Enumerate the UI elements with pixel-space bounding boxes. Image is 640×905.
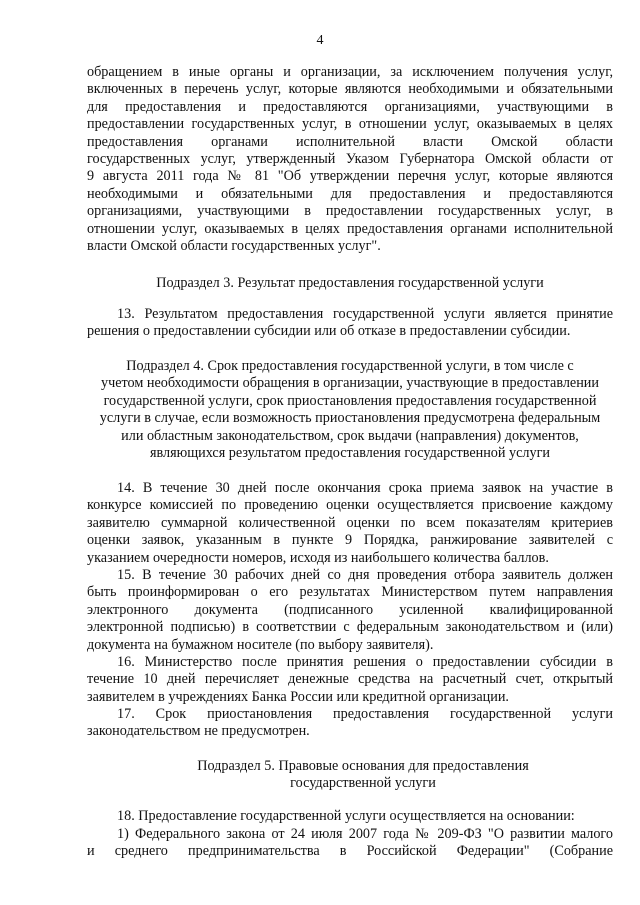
text-line: законодательством не предусмотрен.: [87, 723, 310, 740]
text-line: и среднего предпринимательства в Российской Федерации" (Собрание: [87, 843, 613, 860]
heading-line: Подраздел 4. Срок предоставления государственной услуги, в том числе с: [126, 358, 574, 374]
text-line: оценки заявок, указанным в пункте 9 Порядка, ранжирование заявителей с: [87, 532, 613, 549]
text-line: власти Омской области государственных услуг".: [87, 238, 381, 255]
heading-line: являющихся результатом предоставления государственной услуги: [149, 445, 551, 462]
text-line: для предоставления и предоставляются организациями, участвующими в: [87, 98, 613, 115]
paragraph-15: [87, 567, 613, 654]
text-line: заявителем в учреждениях Банка России или кредитной организации.: [87, 688, 509, 705]
paragraph-continuation: [87, 64, 613, 255]
text-line: предоставлении государственных услуг, в отношении услуг, оказываемых в целях: [87, 116, 613, 133]
heading-text: Подраздел 3. Результат предоставления государственной услуги: [156, 275, 544, 291]
heading-line: Подраздел 5. Правовые основания для предоставления: [197, 758, 529, 774]
paragraph-14: [87, 480, 613, 567]
text-line: течение 10 дней перечисляет денежные средства на расчетный счет, открытый: [87, 671, 613, 688]
text-line: заявителю суммарной количественной оценки по всем показателям критериев: [87, 514, 613, 531]
paragraph-18: [87, 808, 613, 825]
paragraph-18-1: [87, 826, 613, 861]
text-line: обращением в иные органы и организации, за исключением получения услуг,: [87, 64, 613, 80]
text-line: решения о предоставлении субсидии или об отказе в предоставлении субсидии.: [87, 323, 571, 340]
text-line: конкурсе комиссией по проведению оценки осуществляется присвоение каждому: [87, 497, 613, 514]
subsection-5-heading: [100, 758, 626, 793]
text-line: 14. В течение 30 дней после окончания срока приема заявок на участие в: [117, 480, 613, 496]
text-line: предоставления органами исполнительной власти Омской области: [87, 133, 613, 150]
heading-line: или областным законодательством, срок выдачи (направления) документов,: [121, 427, 579, 444]
text-line: 15. В течение 30 рабочих дней со дня проведения отбора заявитель должен: [117, 567, 613, 583]
text-line: отношении услуг, оказываемых в целях предоставления органами исполнительной: [87, 220, 613, 237]
text-line: государственных услуг, утвержденный Указом Губернатора Омской области от: [87, 151, 613, 168]
text-line: 1) Федерального закона от 24 июля 2007 года № 209-ФЗ "О развитии малого: [117, 826, 613, 842]
text-line: включенных в перечень услуг, которые являются необходимыми и обязательными: [87, 81, 613, 98]
text-line: 16. Министерство после принятия решения о предоставлении субсидии в: [117, 654, 613, 670]
subsection-3-heading: [87, 275, 613, 292]
paragraph-13: [87, 306, 613, 341]
text-line: необходимыми и обязательными для предоставления и предоставляются: [87, 185, 613, 202]
page-number: 4: [316, 33, 324, 48]
text-line: 17. Срок приостановления предоставления государственной услуги: [117, 706, 613, 722]
text-line: 18. Предоставление государственной услуги осуществляется на основании:: [117, 808, 575, 824]
text-line: 9 августа 2011 года № 81 "Об утверждении перечня услуг, которые являются: [87, 168, 613, 185]
heading-line: государственной услуги: [290, 775, 436, 792]
text-line: быть проинформирован о его результатах Министерством путем направления: [87, 584, 613, 601]
text-line: 13. Результатом предоставления государственной услуги является принятие: [117, 306, 613, 322]
text-line: документа на бумажном носителе (по выбору заявителя).: [87, 636, 434, 653]
paragraph-17: [87, 706, 613, 741]
heading-line: учетом необходимости обращения в организации, участвующие в предоставлении: [101, 375, 599, 392]
subsection-4-heading: [80, 358, 620, 462]
text-line: указанием очередности номеров, исходя из наибольшего количества баллов.: [87, 549, 549, 566]
text-line: организациями, участвующими в предоставлении государственных услуг, в: [87, 203, 613, 220]
text-line: электронной подписью) в соответствии с федеральным законодательством и (или): [87, 619, 613, 636]
text-line: электронного документа (подписанного усиленной квалифицированной: [87, 601, 613, 618]
heading-line: услуги в случае, если возможность приостановления предусмотрена федеральным: [99, 410, 601, 427]
heading-line: государственной услуги, срок приостановления предоставления государственной: [103, 392, 597, 409]
paragraph-16: [87, 654, 613, 706]
